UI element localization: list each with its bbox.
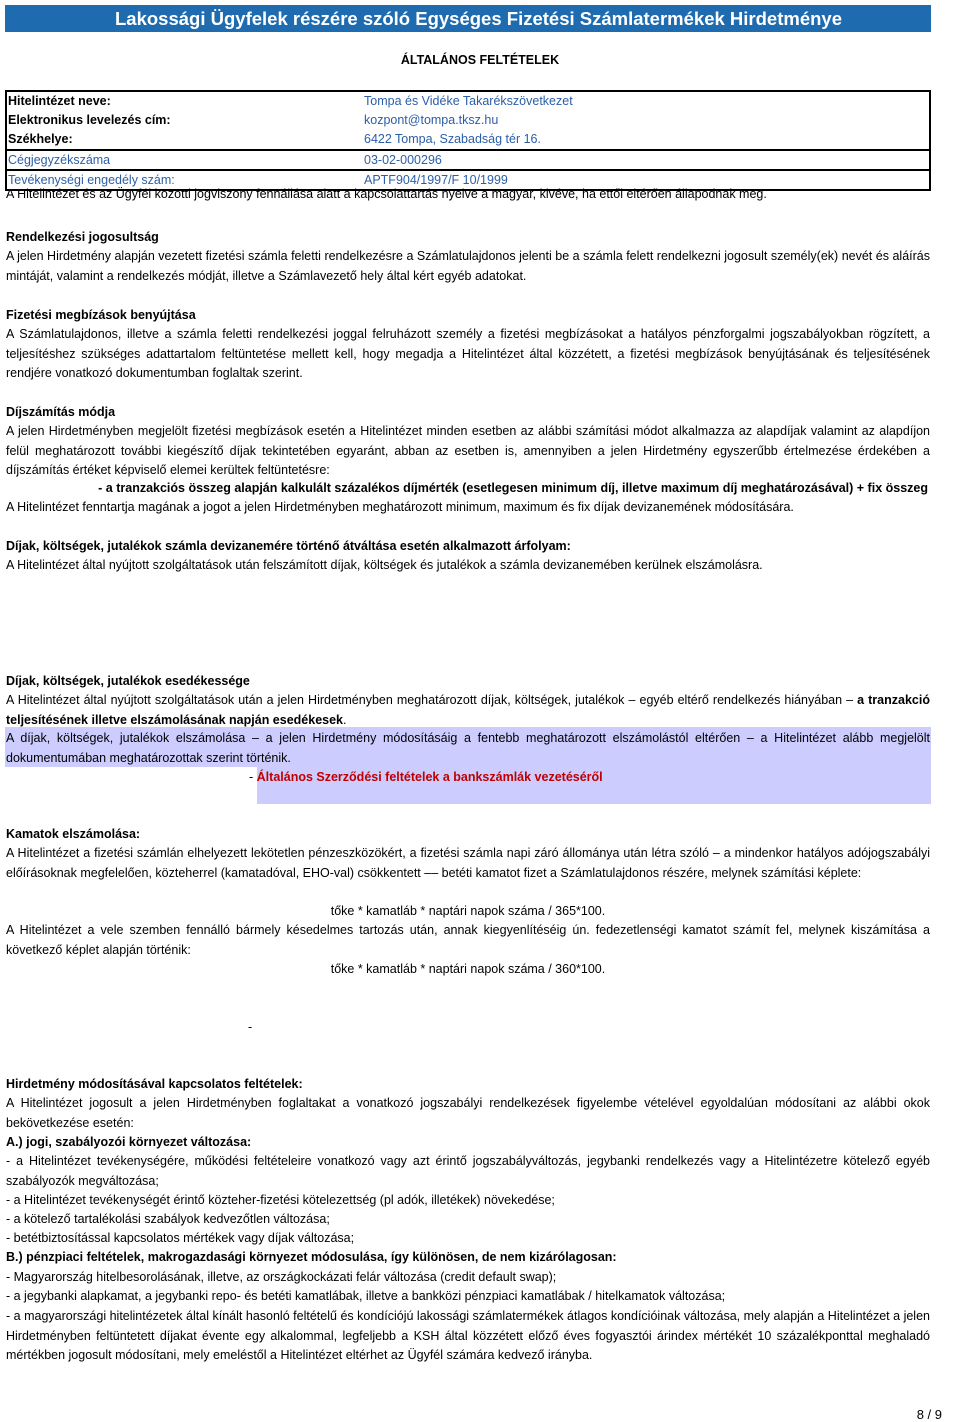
language-note: A Hitelintézet és az Ügyfél közötti jogviszony fennállása alatt a kapcsolattartás nyelve a magyar, kivéve, ha ettől eltérően állapodnak meg. bbox=[6, 187, 767, 201]
section-text: A díjak, költségek, jutalékok elszámolása – a jelen Hirdetmény módosításáig a fentebb meghatározott elszámolástól eltérően – a Hitelintézet alább megjelölt dokumentumában meghatározottak szerint történik. bbox=[6, 731, 930, 765]
document-name: Általános Szerződési feltételek a bankszámlák vezetéséről bbox=[256, 770, 603, 784]
subsection-heading: B.) pénzpiaci feltételek, makrogazdasági környezet módosulása, így különösen, de nem kizárólagosan: bbox=[6, 1250, 617, 1264]
section-heading: Hirdetmény módosításával kapcsolatos feltételek: bbox=[6, 1077, 303, 1091]
page-number: 8 / 9 bbox=[916, 1407, 942, 1422]
info-value: APTF904/1997/F 10/1999 bbox=[364, 173, 508, 187]
section-heading: Fizetési megbízások benyújtása bbox=[6, 308, 196, 322]
due-date-emphasis: a tranzakció teljesítésének illetve elszámolásának napján esedékesek bbox=[6, 693, 930, 727]
section-text: A jelen Hirdetményben megjelölt fizetési megbízások esetén a Hitelintézet minden esetben az alábbi számítási módot alkalmazza az alapdíjak valamint az alapdíjon felül meghatározott további kiegészítő díjak tekintetében egyaránt, abban az esetben is, amennyiben a jelen Hirdetmény egyszerűbb értelmezése érdekében a díjszámítás értéket képviselő elemei kerültek feltüntetésre: bbox=[6, 424, 930, 477]
section-text bbox=[6, 691, 930, 730]
section-text: A Számlatulajdonos, illetve a számla feletti rendelkezési joggal felruházott személy a fizetési megbízásokat a hatályos pénzforgalmi jogszabályokban rögzített, a teljesítéshez szükséges adattartalom feltüntetése mellett kell, hogy megadja a Hitelintézet által közzétett, a fizetési megbízások benyújtásának és teljesítésének rendjére vonatkozó dokumentumban foglaltak szerint. bbox=[6, 327, 930, 380]
info-label: Elektronikus levelezés cím: bbox=[8, 113, 171, 127]
list-item: - betétbiztosítással kapcsolatos mértékek vagy díjak változása; bbox=[6, 1231, 355, 1245]
section-text: A Hitelintézet a fizetési számlán elhelyezett lekötetlen pénzeszközökért, a fizetési számla napi záró állománya után létra szóló – a mindenkor hatályos adójogszabályi előírásoknak megfelelően, közteherrel (kamatadóval, EHO-val) csökkentett –– betéti kamatot fizet a Számlatulajdonos részére, melynek számítási képlete: bbox=[6, 846, 930, 880]
info-row-name bbox=[7, 92, 929, 111]
fee-formula: - a tranzakciós összeg alapján kalkulált százalékos díjmérték (esetlegesen minimum díj, illetve maximum díj meghatározásával) + fix összeg bbox=[98, 481, 928, 495]
section-heading: Díjszámítás módja bbox=[6, 405, 116, 419]
section-heading: Rendelkezési jogosultság bbox=[6, 230, 159, 244]
list-item: - Magyarország hitelbesorolásának, illetve, az országkockázati felár változása (credit default swap); bbox=[6, 1270, 557, 1284]
referenced-document bbox=[249, 768, 929, 788]
info-label: Cégjegyzékszáma bbox=[8, 153, 111, 167]
list-item: - a magyarországi hitelintézetek által kínált hasonló feltételű és kondíciójú lakossági számlatermékek átlagos kondícióinak változása, mely alapján a Hitelintézet a jelen Hirdetményben feltüntetett díjakat évente egy alkalommal, legfeljebb a KSH által közzétett előző éves fogyasztói árindex mértékét 10 százalékponttal meghaladó mértékben jogosult módosítani, mely emeléstől a Hitelintézet eltérhet az Ügyfél számára kedvező irányba. bbox=[6, 1309, 930, 1362]
info-row-registry bbox=[7, 149, 929, 169]
text-part: . bbox=[343, 712, 347, 727]
list-item: - a jegybanki alapkamat, a jegybanki repo- és betéti kamatlábak, illetve a bankközi pénzpiaci kamatlábak / hitelkamatok változása; bbox=[6, 1289, 726, 1303]
section-text: A Hitelintézet a vele szemben fennálló bármely késedelmes tartozás után, annak kiegyenlítéséig ún. fedezetlenségi kamatot számít fel, melynek kiszámítása a következő képlet alapján történik: bbox=[6, 923, 930, 957]
section-subtitle: ÁLTALÁNOS FELTÉTELEK bbox=[400, 53, 560, 67]
institution-info-table bbox=[5, 90, 931, 191]
subsection-heading: A.) jogi, szabályozói környezet változása: bbox=[6, 1135, 252, 1149]
section-text: A Hitelintézet által nyújtott szolgáltatások után felszámított díjak, költségek és jutalékok a számla devizanemében kerülnek elszámolásra. bbox=[6, 558, 763, 572]
info-row-email bbox=[7, 111, 929, 130]
info-value: 03-02-000296 bbox=[364, 153, 442, 167]
list-item: - a Hitelintézet tevékenységét érintő közteher-fizetési kötelezettség (pl adók, illetékek) növekedése; bbox=[6, 1193, 555, 1207]
dash: - bbox=[248, 1020, 253, 1034]
info-label: Székhelye: bbox=[8, 132, 73, 146]
email-link[interactable]: kozpont@tompa.tksz.hu bbox=[364, 113, 499, 127]
info-row-address bbox=[7, 130, 929, 149]
section-heading: Díjak, költségek, jutalékok számla devizanemére történő átváltása esetén alkalmazott árfolyam: bbox=[6, 539, 571, 553]
info-label: Tevékenységi engedély szám: bbox=[8, 173, 175, 187]
text-part: A Hitelintézet által nyújtott szolgáltatások után a jelen Hirdetményben meghatározott díjak, költségek, jutalékok – egyéb eltérő rendelkezés hiányában – bbox=[6, 693, 854, 707]
dash: - bbox=[249, 770, 254, 784]
document-title-banner: Lakossági Ügyfelek részére szóló Egységes Fizetési Számlatermékek Hirdetménye bbox=[5, 5, 931, 32]
section-text: A jelen Hirdetmény alapján vezetett fizetési számla feletti rendelkezésre a Számlatulajdonos jelenti be a számla felett rendelkezni jogosult személy(ek) nevét és aláírás mintáját, valamint a rendelkezés módját, illetve a Számlavezető hely által kért egyéb adatokat. bbox=[6, 249, 930, 283]
info-value: 6422 Tompa, Szabadság tér 16. bbox=[364, 132, 541, 146]
section-heading: Díjak, költségek, jutalékok esedékessége bbox=[6, 674, 250, 688]
info-label: Hitelintézet neve: bbox=[8, 94, 111, 108]
section-text: A Hitelintézet fenntartja magának a jogot a jelen Hirdetményben meghatározott minimum, maximum és fix díjak devizanemének módosítására. bbox=[6, 500, 794, 514]
section-heading: Kamatok elszámolása: bbox=[6, 827, 141, 841]
info-value: Tompa és Vidéke Takarékszövetkezet bbox=[364, 94, 573, 108]
section-text: A Hitelintézet jogosult a jelen Hirdetményben foglaltakat a vonatkozó jogszabályi rendelkezések figyelembe vételével egyoldalúan módosítani az alábbi okok bekövetkezése esetén: bbox=[6, 1096, 930, 1130]
interest-formula: tőke * kamatláb * naptári napok száma / 365*100. bbox=[330, 904, 606, 918]
list-item: - a Hitelintézet tevékenységére, működési feltételeire vonatkozó vagy azt érintő jogszabályváltozás, jegybanki rendelkezés vagy a Hitelintézetre kötelező egyéb szabályozók megváltozása; bbox=[6, 1154, 930, 1188]
interest-formula: tőke * kamatláb * naptári napok száma / 360*100. bbox=[330, 962, 606, 976]
list-item: - a kötelező tartalékolási szabályok kedvezőtlen változása; bbox=[6, 1212, 330, 1226]
